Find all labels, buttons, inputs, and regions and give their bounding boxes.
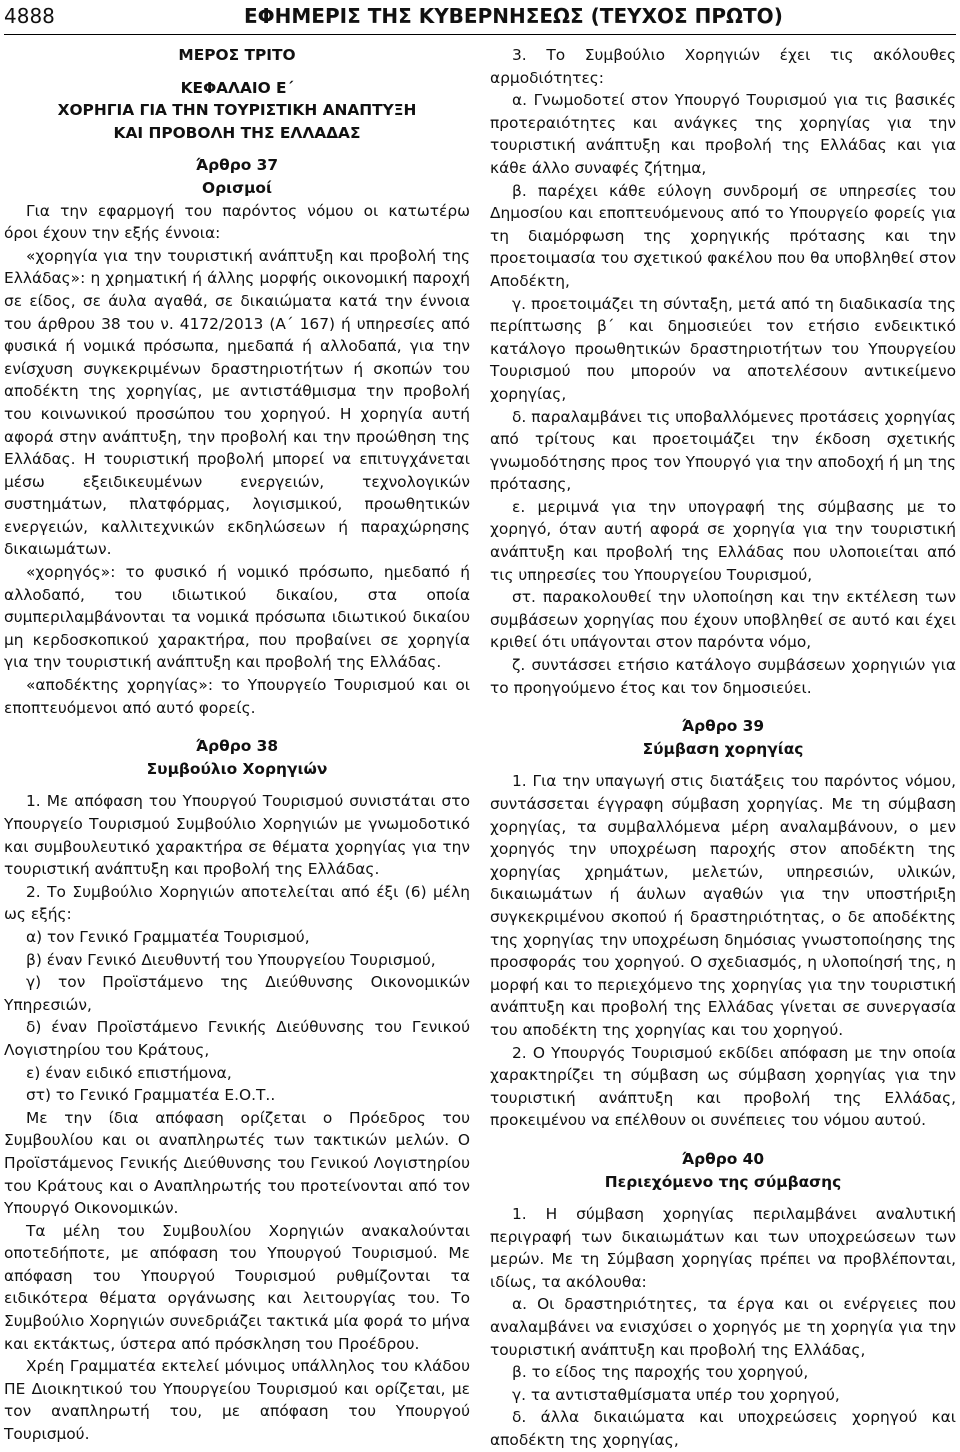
list-item: α) τον Γενικό Γραμματέα Τουρισμού, — [26, 927, 310, 946]
paragraph: Με την ίδια απόφαση ορίζεται ο Πρόεδρος του Συμβουλίου και οι αναπληρωτές των τακτικών μελών. Ο Προϊστάμενος Γενικής Διεύθυνσης του Γενικού Λογιστηρίου του Κράτους και ο Αναπληρωτής του προτείνονται από τον Υπουργό Οικονομικών. — [4, 1108, 470, 1218]
list-item: ε) έναν ειδικό επιστήμονα, — [26, 1063, 232, 1082]
article-40-title: Περιεχόμενο της σύμβασης — [604, 1172, 842, 1191]
left-column — [4, 44, 470, 1446]
paragraph: 2. Ο Υπουργός Τουρισμού εκδίδει απόφαση με την οποία χαρακτηρίζει τη σύμβαση ως σύμβαση χορηγίας για την τουριστική ανάπτυξη και προβολή της Ελλάδας, προκειμένου να επέλθουν οι συνέπειες του νόμου αυτού. — [490, 1043, 956, 1130]
paragraph: 1. Για την υπαγωγή στις διατάξεις του παρόντος νόμου, συντάσσεται έγγραφη σύμβαση χορηγίας. Με τη σύμβαση χορηγίας, τα συμβαλλόμενα μέρη αναλαμβάνουν, ο μεν χορηγός την υποχρέωση παροχής στον αποδέκτη της χορηγίας χρημάτων, μελετών, υπηρεσιών, υλικών, δικαιωμάτων ή άυλων αγαθών για την υποστήριξη συγκεκριμένου σκοπού ή δραστηριότητας, ο δε αποδέκτης της χορηγίας την υποχρέωση δημόσιας γνωστοποίησης της προσφοράς του χορηγού. Ο σχεδιασμός, η υλοποίησή της, η μορφή και το περιεχόμενο της χορηγίας για την τουριστική ανάπτυξη και προβολή της Ελλάδας γίνεται σε συνεργασία του αποδέκτη της χορηγίας και του χορηγού. — [490, 772, 956, 1039]
list-item: δ. παραλαμβάνει τις υποβαλλόμενες προτάσεις χορηγίας από τρίτους και προετοιμάζει την έκδοση σχετικής γνωμοδότησης προς τον Υπουργό για την αποδοχή ή μη της πρότασης, — [490, 407, 957, 494]
list-item: γ. προετοιμάζει τη σύνταξη, μετά από τη διαδικασία της περίπτωσης β΄ και δημοσιεύει τον ετήσιο ενδεικτικό κατάλογο προωθητικών δραστηριοτήτων του Υπουργείου Τουρισμού που μπορούν να αποτελέσουν αντικείμενο χορηγίας, — [490, 294, 956, 403]
paragraph: 3. Το Συμβούλιο Χορηγιών έχει τις ακόλουθες αρμοδιότητες: — [490, 46, 956, 87]
list-item: β) έναν Γενικό Διευθυντή του Υπουργείου Τουρισμού, — [26, 950, 436, 969]
chapter-title-line-1: ΧΟΡΗΓΙΑ ΓΙΑ ΤΗΝ ΤΟΥΡΙΣΤΙΚΗ ΑΝΑΠΤΥΞΗ — [57, 101, 417, 120]
paragraph: Τα μέλη του Συμβουλίου Χορηγιών ανακαλούνται οποτεδήποτε, με απόφαση του Υπουργού Τουρισμού. Με απόφαση του Υπουργού Τουρισμού ρυθμίζονται τα ειδικότερα θέματα οργάνωσης και λειτουργίας του. Το Συμβούλιο Χορηγιών συνεδριάζει τακτικά μία φορά το μήνα και εκτάκτως, ύστερα από πρόσκληση του Προέδρου. — [4, 1221, 470, 1353]
paragraph: 1. Η σύμβαση χορηγίας περιλαμβάνει αναλυτική περιγραφή των δικαιωμάτων και των υποχρεώσεων των μερών. Με τη Σύμβαση χορηγίας πρέπει να προβλέπονται, ιδίως, τα ακόλουθα: — [490, 1205, 956, 1291]
chapter-heading: ΚΕΦΑΛΑΙΟ Ε΄ — [180, 78, 294, 97]
list-item: α. Οι δραστηριότητες, τα έργα και οι ενέργειες που αναλαμβάνει να ενισχύσει ο χορηγός με τη χορηγία για την τουριστική ανάπτυξη και προβολή της Ελλάδας, — [490, 1295, 956, 1359]
paragraph: «αποδέκτης χορηγίας»: το Υπουργείο Τουρισμού και οι εποπτευόμενοι από αυτό φορείς. — [4, 676, 470, 717]
gazette-title: ΕΦΗΜΕΡΙΣ ΤΗΣ ΚΥΒΕΡΝΗΣΕΩΣ (ΤΕΥΧΟΣ ΠΡΩΤΟ) — [244, 4, 783, 28]
list-item: στ) το Γενικό Γραμματέα Ε.Ο.Τ.. — [26, 1086, 276, 1105]
page-header — [4, 0, 956, 35]
list-item: ε. μεριμνά για την υπογραφή της σύμβασης με το χορηγό, όταν αυτή αφορά σε χορηγία για την τουριστική ανάπτυξη και προβολή της Ελλάδας που υλοποιείται από τις υπηρεσίες του Υπουργείου Τουρισμού, — [490, 497, 956, 584]
article-37-title: Ορισμοί — [202, 178, 272, 197]
article-40-number: Άρθρο 40 — [681, 1149, 765, 1168]
paragraph: «χορηγία για την τουριστική ανάπτυξη και προβολή της Ελλάδας»: η χρηματική ή άλλης μορφής οικονομική παροχή σε είδος, σε άυλα αγαθά, σε δικαιώματα κατά την έννοια του άρθρου 38 του ν. 4172/2013 (Α΄ 167) ή υπηρεσίες από φυσικά ή νομικά πρόσωπα, ημεδαπά ή αλλοδαπά, για την ενίσχυση συγκεκριμένων δραστηριοτήτων ή σκοπών του αποδέκτη της χορηγίας, με αντιστάθμισμα την προβολή του κοινωνικού προσώπου του χορηγού. Η χορηγία αυτή αφορά στην ανάπτυξη, την προβολή και την προώθηση της Ελλάδας. Η τουριστική προβολή μπορεί να επιτυγχάνεται μέσω εξειδικευμένων ενεργειών, τεχνολογικών συστημάτων, πλατφόρμας, λογισμικού, προωθητικών ενεργειών, καλλιτεχνικών εκδηλώσεων ή παραχώρησης δικαιωμάτων. — [4, 246, 470, 559]
list-item: β. παρέχει κάθε εύλογη συνδρομή σε υπηρεσίες του Δημοσίου και εποπτευόμενους από το Υπουργείο φορείς για τη διαμόρφωση της χορηγικής πρότασης και την προετοιμασία του σχετικού φακέλου που θα υποβληθεί στον Αποδέκτη, — [490, 181, 956, 290]
list-item: β. το είδος της παροχής του χορηγού, — [512, 1363, 809, 1382]
list-item: δ) έναν Προϊστάμενο Γενικής Διεύθυνσης του Γενικού Λογιστηρίου του Κράτους, — [4, 1018, 470, 1059]
article-39-title: Σύμβαση χορηγίας — [642, 739, 804, 758]
list-item: δ. άλλα δικαιώματα και υποχρεώσεις χορηγού και αποδέκτη της χορηγίας, — [490, 1408, 956, 1450]
part-heading: ΜΕΡΟΣ ΤΡΙΤΟ — [178, 46, 296, 64]
paragraph: «χορηγός»: το φυσικό ή νομικό πρόσωπο, ημεδαπό ή αλλοδαπό, του ιδιωτικού δικαίου, στα οποία συμπεριλαμβάνονται τα νομικά πρόσωπα ιδιωτικού δικαίου μη κερδοσκοπικού χαρακτήρα, που προβαίνει σε χορηγία για την τουριστική ανάπτυξη και προβολή της Ελλάδας. — [4, 563, 470, 672]
list-item: ζ. συντάσσει ετήσιο κατάλογο συμβάσεων χορηγιών για το προηγούμενο έτος και τον δημοσιεύει. — [490, 656, 956, 697]
page-number: 4888 — [4, 4, 55, 28]
list-item: α. Γνωμοδοτεί στον Υπουργό Τουρισμού για τις βασικές προτεραιότητες και ανάγκες της χορηγίας για την τουριστική ανάπτυξη και προβολή της Ελλάδας και για κάθε άλλο συναφές ζήτημα, — [490, 91, 956, 177]
paragraph: 2. Το Συμβούλιο Χορηγιών αποτελείται από έξι (6) μέλη ως εξής: — [4, 882, 470, 924]
article-38-title: Συμβούλιο Χορηγιών — [146, 759, 328, 778]
article-39-number: Άρθρο 39 — [681, 717, 765, 736]
list-item: στ. παρακολουθεί την υλοποίηση και την εκτέλεση των συμβάσεων χορηγίας που έχουν υποβληθεί σε αυτό και έχει κριθεί ότι υπάγονται στον παρόντα νόμο, — [490, 588, 956, 652]
paragraph: 1. Με απόφαση του Υπουργού Τουρισμού συνιστάται στο Υπουργείο Τουρισμού Συμβούλιο Χορηγιών με γνωμοδοτικό και συμβουλευτικό χαρακτήρα σε θέματα χορηγίας για την τουριστική ανάπτυξη και προβολή της Ελλάδας. — [4, 792, 470, 879]
article-37-number: Άρθρο 37 — [195, 156, 279, 175]
paragraph: Χρέη Γραμματέα εκτελεί μόνιμος υπάλληλος του κλάδου ΠΕ Διοικητικού του Υπουργείου Τουρισμού και ορίζεται, με τον αναπληρωτή του, με απόφαση του Υπουργού Τουρισμού. — [4, 1357, 470, 1444]
article-38-number: Άρθρο 38 — [195, 737, 279, 756]
chapter-title-line-2: ΚΑΙ ΠΡΟΒΟΛΗ ΤΗΣ ΕΛΛΑΔΑΣ — [113, 123, 361, 142]
list-item: γ) τον Προϊστάμενο της Διεύθυνσης Οικονομικών Υπηρεσιών, — [4, 973, 470, 1014]
right-column — [490, 44, 956, 1452]
paragraph: Για την εφαρμογή του παρόντος νόμου οι κατωτέρω όροι έχουν την εξής έννοια: — [4, 201, 470, 243]
list-item: γ. τα αντισταθμίσματα υπέρ του χορηγού, — [512, 1385, 840, 1404]
